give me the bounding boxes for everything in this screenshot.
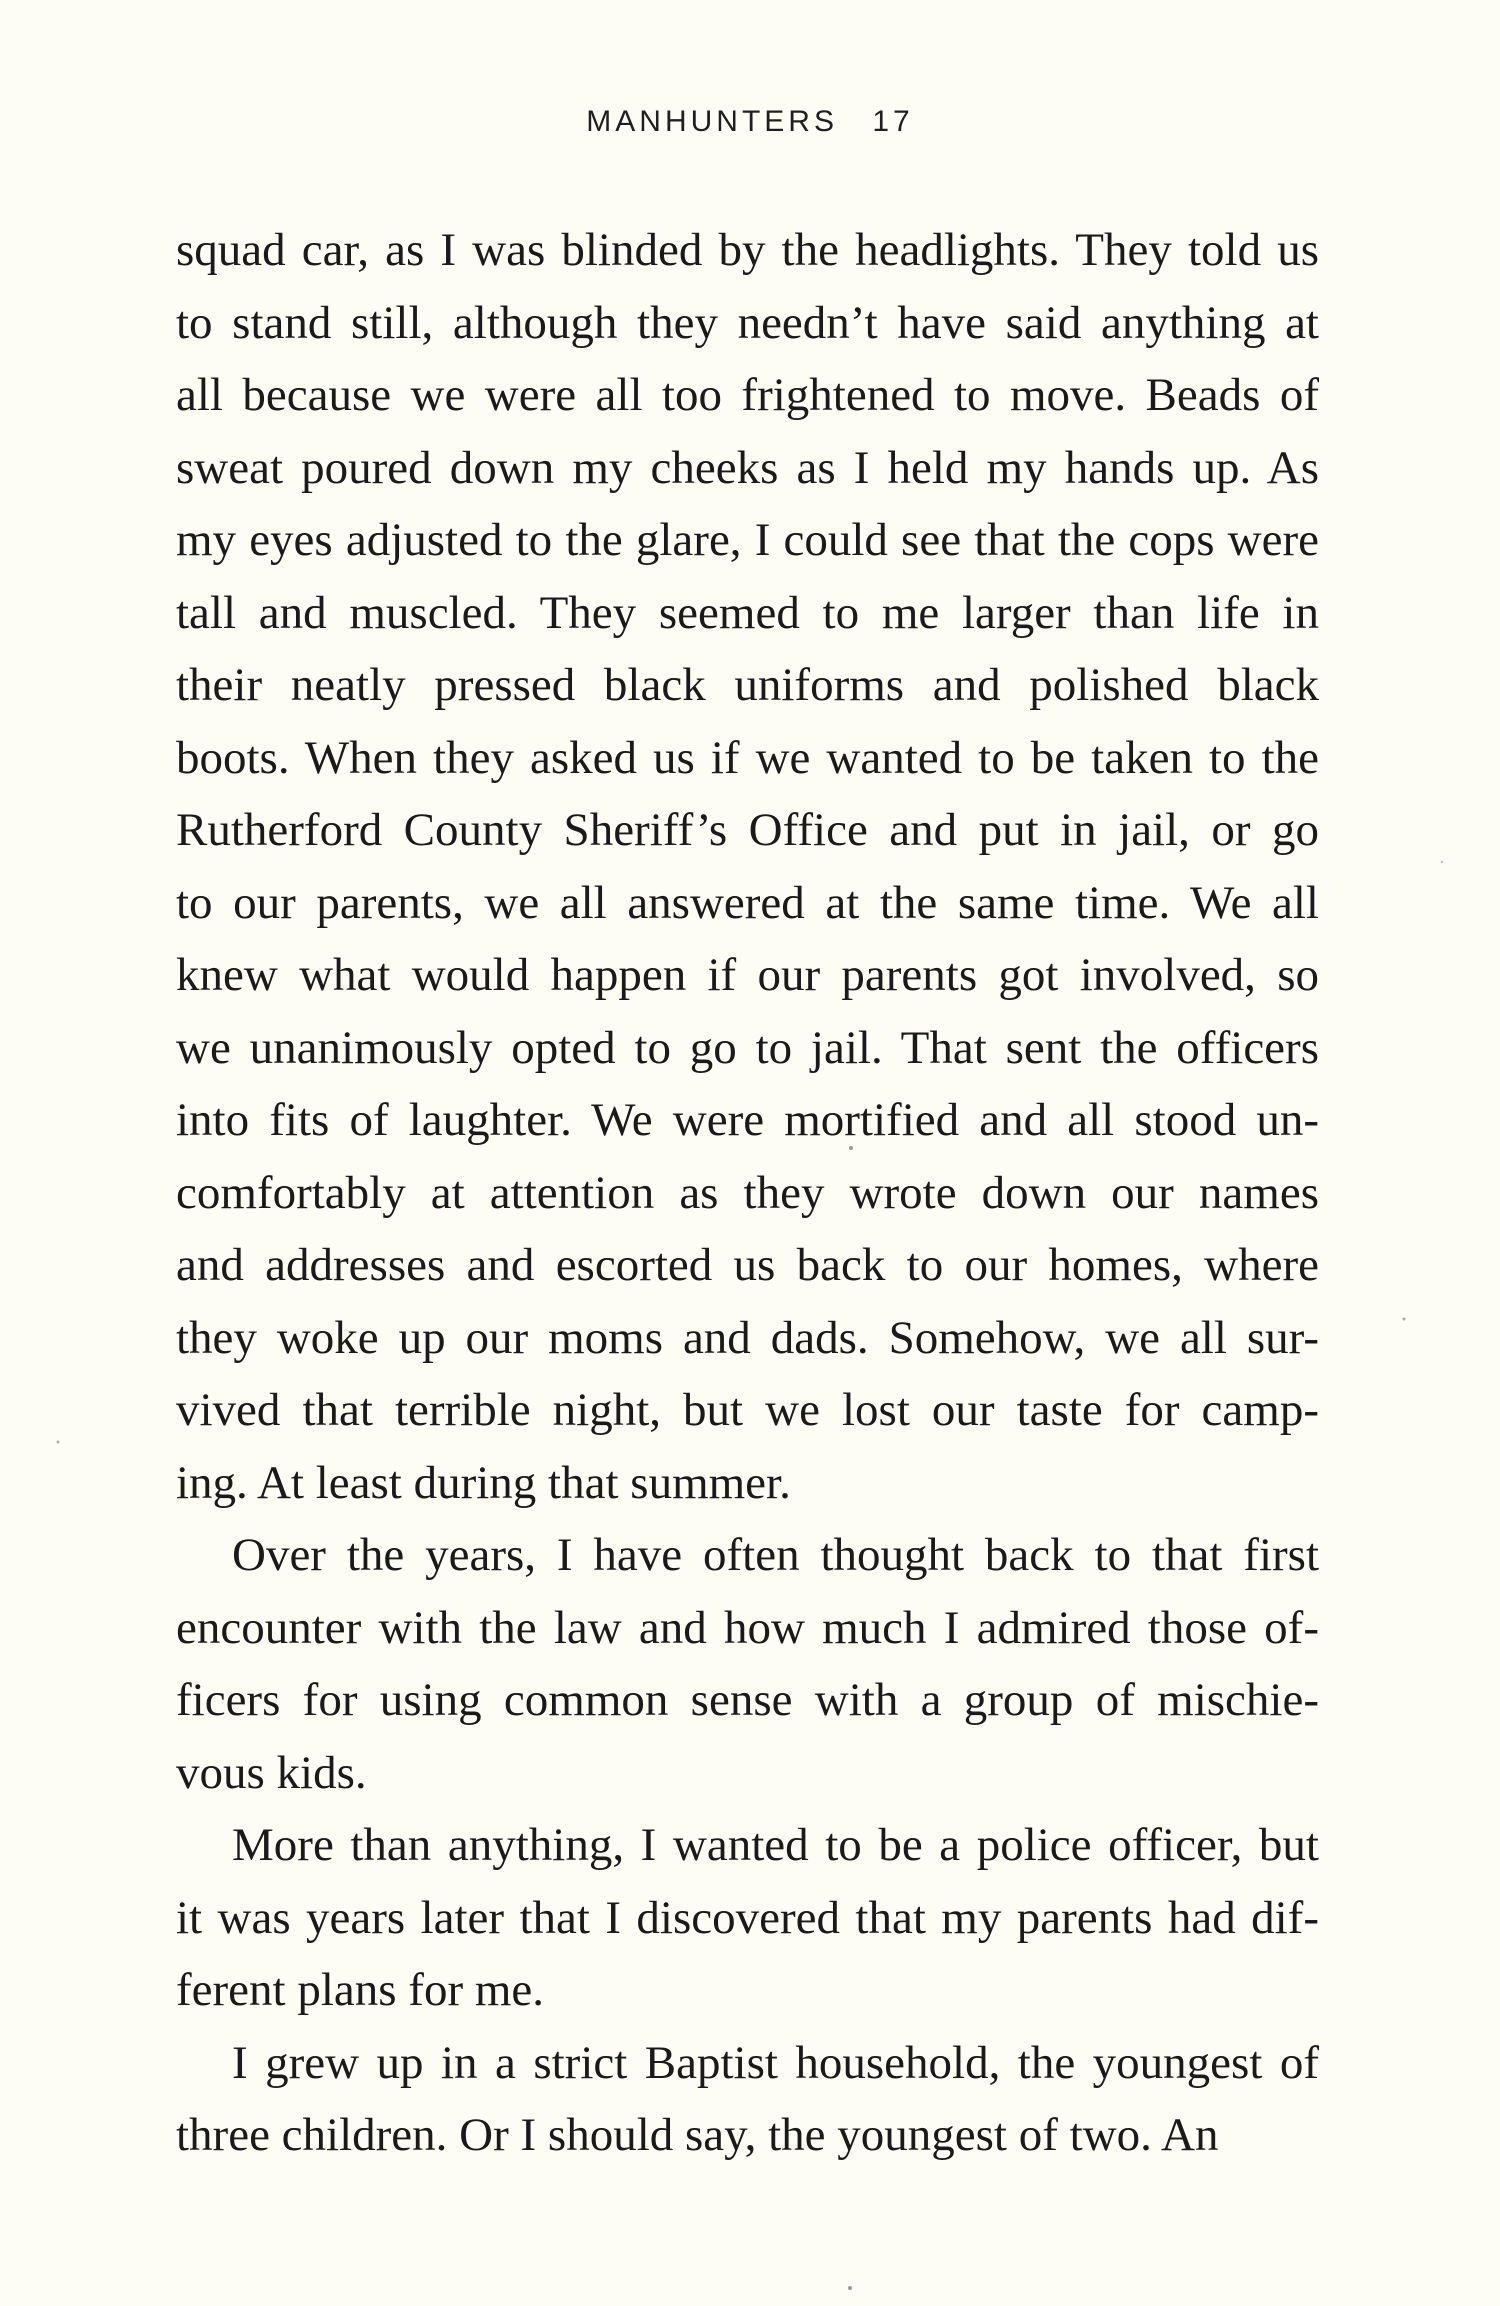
text-line: knew what would happen if our parents got involved, so	[176, 949, 1319, 1001]
text-line: Over the years, I have often thought back to that first	[232, 1529, 1319, 1581]
text-line: three children. Or I should say, the youngest of two. An	[176, 2109, 1219, 2161]
text-line: More than anything, I wanted to be a police officer, but	[232, 1819, 1319, 1871]
text-line: it was years later that I discovered that my parents had dif-	[176, 1891, 1319, 1944]
text-line: into fits of laughter. We were mortified and all stood un-	[176, 1094, 1319, 1146]
running-head-title: MANHUNTERS	[586, 105, 838, 138]
text-line: tall and muscled. They seemed to me larger than life in	[176, 586, 1319, 639]
text-line: we unanimously opted to go to jail. That sent the officers	[176, 1021, 1319, 1074]
text-line: ing. At least during that summer.	[176, 1456, 791, 1509]
page-number: 17	[872, 105, 914, 138]
text-line: my eyes adjusted to the glare, I could see that the cops were	[176, 514, 1319, 566]
text-line: sweat poured down my cheeks as I held my hands up. As	[176, 441, 1319, 494]
text-line: vous kids.	[176, 1746, 367, 1799]
text-line: and addresses and escorted us back to our homes, where	[176, 1239, 1319, 1291]
text-line: they woke up our moms and dads. Somehow, we all sur-	[176, 1311, 1319, 1364]
text-line: all because we were all too frightened to move. Beads of	[176, 369, 1319, 421]
text-line: comfortably at attention as they wrote down our names	[176, 1166, 1319, 1219]
text-line: I grew up in a strict Baptist household, the youngest of	[232, 2036, 1319, 2089]
text-line: boots. When they asked us if we wanted to be taken to the	[176, 731, 1319, 784]
text-line: encounter with the law and how much I admired those of-	[176, 1601, 1319, 1654]
text-line: to our parents, we all answered at the same time. We all	[176, 876, 1319, 929]
running-head	[0, 105, 1500, 139]
text-line: ferent plans for me.	[176, 1964, 545, 2016]
body-text	[176, 214, 1319, 2172]
text-line: their neatly pressed black uniforms and polished black	[176, 659, 1319, 711]
text-line: vived that terrible night, but we lost our taste for camp-	[176, 1384, 1319, 1436]
text-line: ficers for using common sense with a group of mischie-	[176, 1674, 1319, 1726]
text-line: squad car, as I was blinded by the headlights. They told us	[176, 224, 1319, 276]
text-line: to stand still, although they needn’t have said anything at	[176, 296, 1319, 349]
text-line: Rutherford County Sheriff’s Office and put in jail, or go	[176, 804, 1319, 856]
